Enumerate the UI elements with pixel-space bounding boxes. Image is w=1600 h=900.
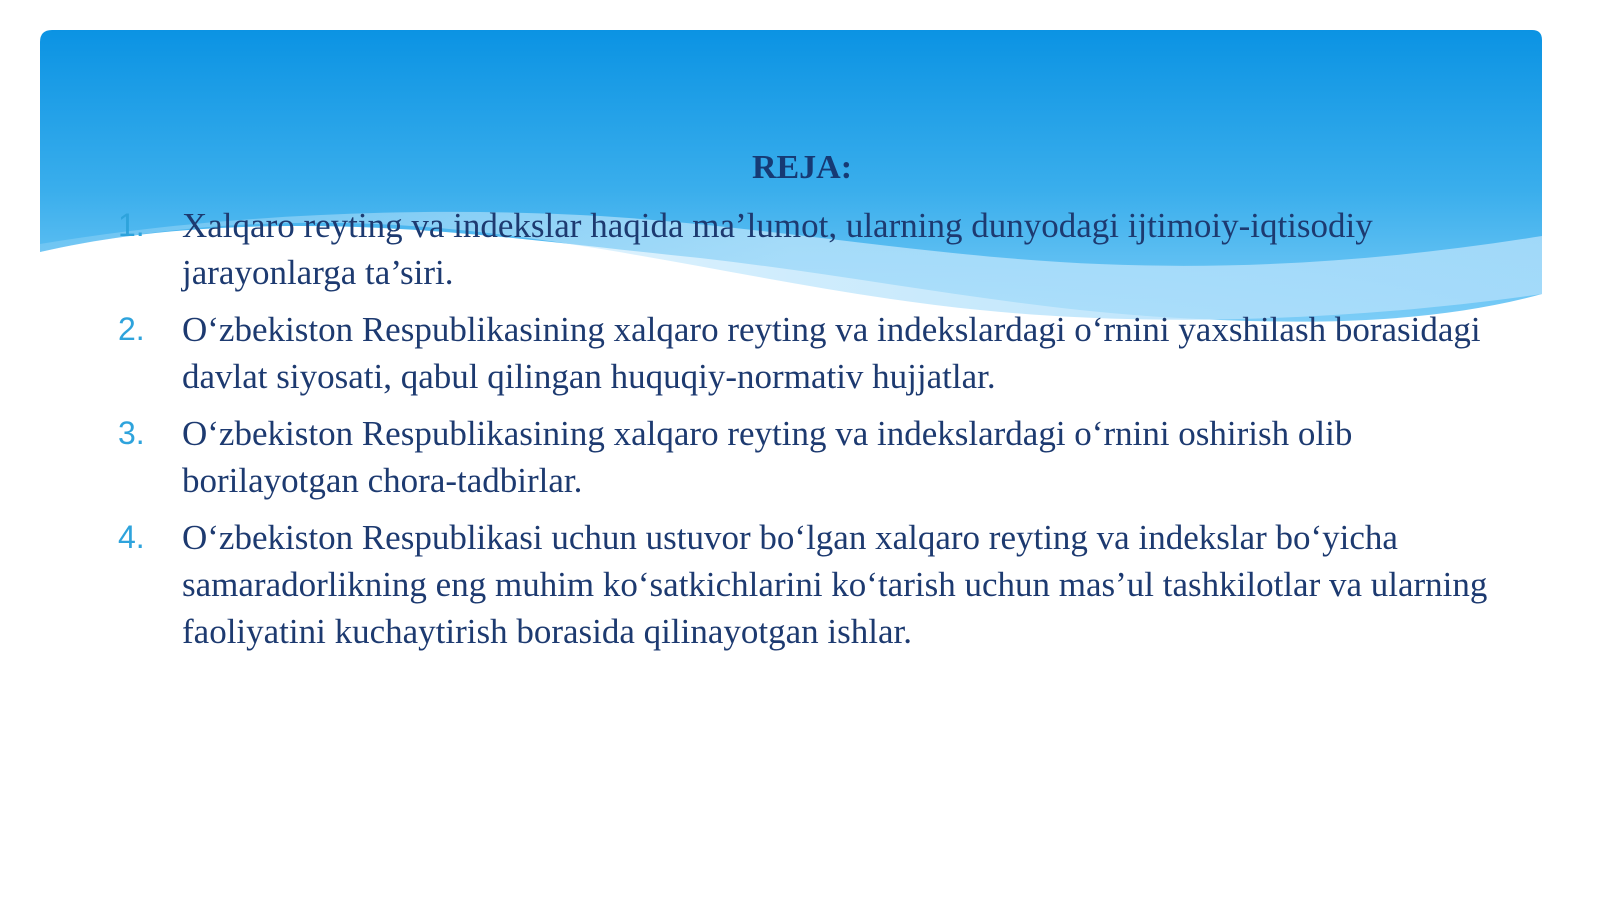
list-item [118, 306, 1498, 400]
list-item-number: 1. [118, 207, 145, 243]
list-item [118, 202, 1498, 296]
list-item-text: O‘zbekiston Respublikasining xalqaro reyting va indekslardagi o‘rnini oshirish olib borilayotgan chora-tadbirlar. [182, 414, 1353, 500]
list-item-number: 4. [118, 519, 145, 555]
list-item-number: 3. [118, 415, 145, 451]
slide-title: REJA: [751, 149, 853, 186]
list-item [118, 514, 1498, 655]
list-item-text: O‘zbekiston Respublikasi uchun ustuvor bo‘lgan xalqaro reyting va indekslar bo‘yicha samaradorlikning eng muhim ko‘satkichlarini ko‘tarish uchun mas’ul tashkilotlar va ularning faoliyatini kuchaytirish borasida qilinayotgan ishlar. [182, 518, 1488, 651]
plan-list [118, 202, 1498, 665]
list-item [118, 410, 1498, 504]
list-item-text: O‘zbekiston Respublikasining xalqaro reyting va indekslardagi o‘rnini yaxshilash borasidagi davlat siyosati, qabul qilingan huquqiy-normativ hujjatlar. [182, 310, 1481, 396]
list-item-number: 2. [118, 311, 145, 347]
list-item-text: Xalqaro reyting va indekslar haqida ma’lumot, ularning dunyodagi ijtimoiy-iqtisodiy jarayonlarga ta’siri. [182, 206, 1373, 292]
